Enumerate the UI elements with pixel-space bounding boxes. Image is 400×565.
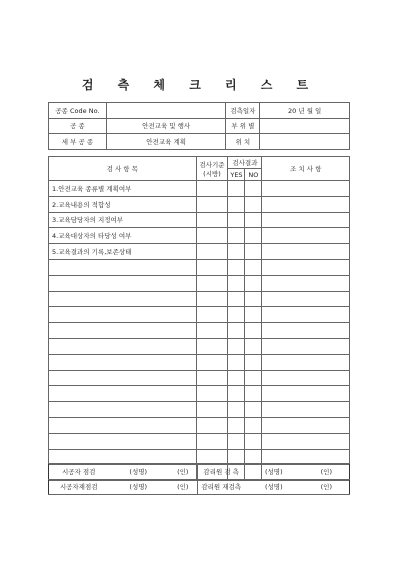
row1-left-label: 시공자 점검: [49, 464, 109, 480]
checklist-no-cell[interactable]: [245, 402, 262, 418]
checklist-item-cell: [49, 275, 197, 291]
checklist-no-cell[interactable]: [245, 196, 262, 212]
col-action-header: 조 치 사 항: [262, 157, 350, 181]
checklist-row: [49, 433, 350, 449]
checklist-yes-cell[interactable]: [228, 244, 245, 260]
checklist-yes-cell[interactable]: [228, 417, 245, 433]
checklist-item-cell: 5.교육결과의 기록,보존상태: [49, 244, 197, 260]
col-standard-line1: 검사기준: [199, 160, 225, 169]
row1-right-seal[interactable]: (인): [304, 464, 350, 480]
checklist-no-cell[interactable]: [245, 228, 262, 244]
row2-left-label: 시공자재점검: [49, 479, 109, 495]
checklist-no-cell[interactable]: [245, 386, 262, 402]
checklist-standard-cell[interactable]: [196, 338, 228, 354]
category-label: 공 종: [49, 118, 107, 134]
checklist-no-cell[interactable]: [245, 417, 262, 433]
checklist-item-cell: [49, 338, 197, 354]
checklist-yes-cell[interactable]: [228, 354, 245, 370]
document-title: 검 측 체 크 리 스 트: [81, 78, 319, 92]
checklist-no-cell[interactable]: [245, 259, 262, 275]
checklist-yes-cell[interactable]: [228, 323, 245, 339]
col-yes-header: YES: [228, 169, 245, 181]
date-label: 검측일자: [226, 103, 260, 119]
checklist-standard-cell[interactable]: [196, 354, 228, 370]
checklist-item-cell: [49, 323, 197, 339]
checklist-yes-cell[interactable]: [228, 181, 245, 197]
checklist-yes-cell[interactable]: [228, 370, 245, 386]
checklist-no-cell[interactable]: [245, 212, 262, 228]
checklist-row: [49, 228, 350, 244]
row1-right-name[interactable]: (성명): [244, 464, 304, 480]
checklist-row: [49, 307, 350, 323]
checklist-no-cell[interactable]: [245, 307, 262, 323]
row1-left-seal[interactable]: (인): [168, 464, 198, 480]
checklist-no-cell[interactable]: [245, 323, 262, 339]
checklist-row: [49, 259, 350, 275]
checklist-yes-cell[interactable]: [228, 228, 245, 244]
col-no-header: NO: [245, 169, 262, 181]
checklist-row: [49, 212, 350, 228]
checklist-item-cell: 4.교육대상자의 타당성 여부: [49, 228, 197, 244]
row1-right-label: 감리원 검 측: [198, 464, 244, 480]
checklist-row: [49, 275, 350, 291]
checklist-standard-cell[interactable]: [196, 417, 228, 433]
checklist-action-cell[interactable]: [262, 323, 350, 339]
checklist-standard-cell[interactable]: [196, 244, 228, 260]
col-items-header: 검 사 항 목: [49, 157, 197, 181]
checklist-item-cell: [49, 259, 197, 275]
col-standard-line2: (시방): [203, 169, 221, 178]
checklist-item-cell: [49, 370, 197, 386]
checklist-row: [49, 417, 350, 433]
checklist-yes-cell[interactable]: [228, 433, 245, 449]
checklist-action-cell[interactable]: [262, 417, 350, 433]
checklist-action-cell[interactable]: [262, 433, 350, 449]
checklist-yes-cell[interactable]: [228, 212, 245, 228]
subcategory-value[interactable]: 안전교육 계획: [106, 134, 226, 150]
checklist-item-cell: [49, 433, 197, 449]
checklist-action-cell[interactable]: [262, 291, 350, 307]
checklist-row: [49, 323, 350, 339]
checklist-standard-cell[interactable]: [196, 386, 228, 402]
date-value[interactable]: 20 년 월 일: [260, 103, 350, 119]
col-standard-header: [196, 157, 228, 181]
code-value[interactable]: [106, 103, 226, 119]
checklist-item-cell: [49, 354, 197, 370]
checklist-item-cell: 1.안전교육 종류별 계획여부: [49, 181, 197, 197]
checklist-no-cell[interactable]: [245, 354, 262, 370]
checklist-action-cell[interactable]: [262, 228, 350, 244]
row2-left-seal[interactable]: (인): [168, 479, 198, 495]
checklist-item-cell: [49, 307, 197, 323]
checklist-action-cell[interactable]: [262, 338, 350, 354]
checklist-row: [49, 386, 350, 402]
section-value[interactable]: [260, 118, 350, 134]
row2-right-name[interactable]: (성명): [244, 479, 304, 495]
checklist-no-cell[interactable]: [245, 275, 262, 291]
checklist-action-cell[interactable]: [262, 212, 350, 228]
checklist-row: [49, 402, 350, 418]
checklist-no-cell[interactable]: [245, 433, 262, 449]
checklist-standard-cell[interactable]: [196, 196, 228, 212]
checklist-standard-cell[interactable]: [196, 228, 228, 244]
col-result-header: 검사결과: [228, 157, 262, 169]
category-value[interactable]: 안전교육 및 행사: [106, 118, 226, 134]
checklist-row: [49, 196, 350, 212]
checklist-yes-cell[interactable]: [228, 291, 245, 307]
checklist-item-cell: [49, 291, 197, 307]
checklist-yes-cell[interactable]: [228, 196, 245, 212]
checklist-row: [49, 370, 350, 386]
checklist-action-cell[interactable]: [262, 244, 350, 260]
checklist-standard-cell[interactable]: [196, 291, 228, 307]
row2-right-seal[interactable]: (인): [304, 479, 350, 495]
checklist-action-cell[interactable]: [262, 196, 350, 212]
checklist-standard-cell[interactable]: [196, 433, 228, 449]
code-label: 공종 Code No.: [49, 103, 107, 119]
checklist-action-cell[interactable]: [262, 275, 350, 291]
checklist-no-cell[interactable]: [245, 370, 262, 386]
checklist-row: [49, 291, 350, 307]
checklist-standard-cell[interactable]: [196, 307, 228, 323]
checklist-standard-cell[interactable]: [196, 259, 228, 275]
checklist-item-cell: [49, 386, 197, 402]
location-value[interactable]: [260, 134, 350, 150]
checklist-action-cell[interactable]: [262, 370, 350, 386]
checklist-row: [49, 181, 350, 197]
checklist-item-cell: [49, 402, 197, 418]
checklist-yes-cell[interactable]: [228, 338, 245, 354]
checklist-row: [49, 244, 350, 260]
header-table: [48, 102, 350, 150]
checklist-action-cell[interactable]: [262, 181, 350, 197]
checklist-no-cell[interactable]: [245, 181, 262, 197]
checklist-no-cell[interactable]: [245, 291, 262, 307]
checklist-yes-cell[interactable]: [228, 386, 245, 402]
signature-table: [48, 463, 350, 495]
checklist-row: [49, 338, 350, 354]
location-label: 위 치: [226, 134, 260, 150]
checklist-item-cell: 3.교육담당자의 지정여부: [49, 212, 197, 228]
checklist-no-cell[interactable]: [245, 338, 262, 354]
checklist-yes-cell[interactable]: [228, 275, 245, 291]
checklist-yes-cell[interactable]: [228, 259, 245, 275]
checklist-yes-cell[interactable]: [228, 402, 245, 418]
checklist-standard-cell[interactable]: [196, 181, 228, 197]
checklist-action-cell[interactable]: [262, 259, 350, 275]
checklist-standard-cell[interactable]: [196, 370, 228, 386]
checklist-standard-cell[interactable]: [196, 402, 228, 418]
checklist-row: [49, 354, 350, 370]
checklist-standard-cell[interactable]: [196, 323, 228, 339]
row2-left-name[interactable]: (성명): [108, 479, 168, 495]
checklist-action-cell[interactable]: [262, 307, 350, 323]
section-label: 부 위 별: [226, 118, 260, 134]
checklist-action-cell[interactable]: [262, 402, 350, 418]
checklist-item-cell: [49, 417, 197, 433]
checklist-yes-cell[interactable]: [228, 307, 245, 323]
checklist-standard-cell[interactable]: [196, 275, 228, 291]
checklist-no-cell[interactable]: [245, 244, 262, 260]
checklist-action-cell[interactable]: [262, 354, 350, 370]
row1-left-name[interactable]: (성명): [108, 464, 168, 480]
checklist-item-cell: 2.교육내용의 적합성: [49, 196, 197, 212]
checklist-standard-cell[interactable]: [196, 212, 228, 228]
row2-right-label: 감리원 재검측: [198, 479, 244, 495]
checklist-action-cell[interactable]: [262, 386, 350, 402]
checklist-table: [48, 156, 350, 481]
subcategory-label: 세 부 공 종: [49, 134, 107, 150]
